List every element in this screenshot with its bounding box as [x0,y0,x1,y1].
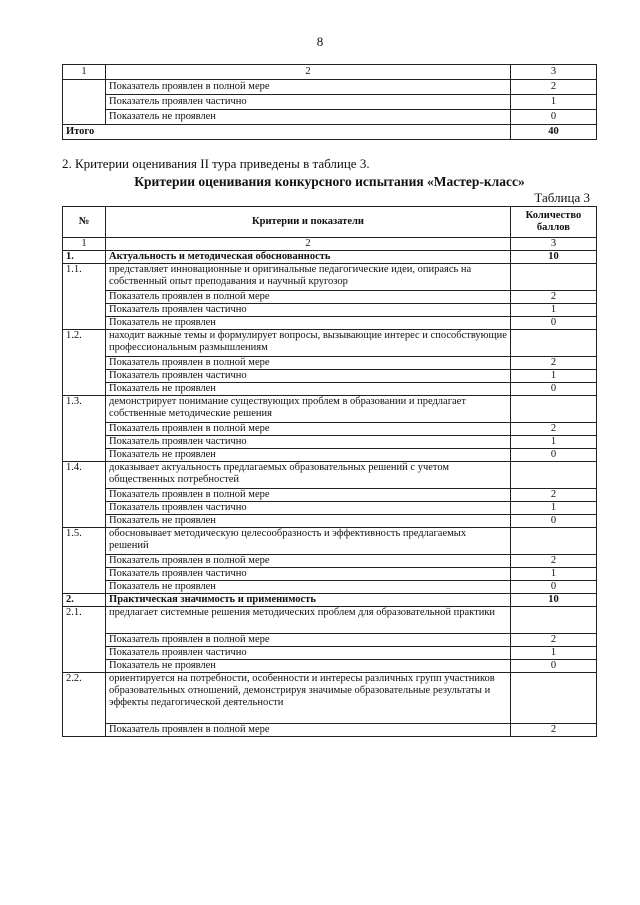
criterion-score-empty [510,462,596,489]
table-column-numbers-row [63,238,597,251]
indicator-label: Показатель проявлен частично [106,95,511,110]
indicator-score: 0 [510,660,596,673]
criterion-number: 1.1. [63,264,106,330]
indicator-row [63,568,597,581]
indicator-label: Показатель проявлен частично [106,568,511,581]
indicator-label: Показатель не проявлен [106,383,511,396]
indicator-label: Показатель проявлен в полной мере [106,489,511,502]
section-row [63,594,597,607]
section-score: 10 [510,594,596,607]
indicator-score: 1 [510,370,596,383]
header-score: Количество баллов [510,207,596,238]
indicator-label: Показатель проявлен частично [106,436,511,449]
indicator-label: Показатель не проявлен [106,110,511,125]
table-cell: 1 [63,65,106,80]
criterion-score-empty [510,264,596,291]
table-column-numbers-row [63,65,597,80]
indicator-row [63,660,597,673]
criterion-row [63,264,597,291]
criterion-text: представляет инновационные и оригинальные педагогические идеи, опираясь на собственный опыт преподавания и научный кругозор [106,264,511,291]
header-criteria: Критерии и показатели [106,207,511,238]
indicator-label: Показатель проявлен в полной мере [106,423,511,436]
indicator-score: 1 [510,304,596,317]
section-number: 1. [63,251,106,264]
total-row [63,125,597,140]
criterion-score-empty [510,673,596,724]
total-label: Итого [63,125,511,140]
indicator-label: Показатель не проявлен [106,317,511,330]
indicator-label: Показатель проявлен частично [106,304,511,317]
indicator-row [63,724,597,737]
indicator-row [63,502,597,515]
criterion-score-empty [510,396,596,423]
criterion-row [63,396,597,423]
indicator-row [63,515,597,528]
criterion-text: ориентируется на потребности, особенности и интересы различных групп участников образовательных отношений, демонстрируя значимые образовательные результаты и эффекты педагогической деятельности [106,673,511,724]
intro-text: 2. Критерии оценивания II тура приведены в таблице 3. [62,156,370,171]
criterion-score-empty [510,330,596,357]
indicator-label: Показатель не проявлен [106,660,511,673]
indicator-row [63,304,597,317]
page-number: 8 [316,34,324,49]
indicator-row [63,449,597,462]
top-score-table [62,64,597,140]
criterion-number: 2.2. [63,673,106,737]
indicator-score: 1 [510,95,596,110]
section-score: 10 [510,251,596,264]
criterion-text: обосновывает методическую целесообразность и эффективность предлагаемых решений [106,528,511,555]
indicator-score: 1 [510,568,596,581]
indicator-row [63,383,597,396]
indicator-score: 0 [510,449,596,462]
table-caption: Критерии оценивания конкурсного испытания «Мастер-класс» [134,174,525,189]
criterion-text: находит важные темы и формулирует вопросы, вызывающие интерес и способствующие профессиональным размышлениям [106,330,511,357]
indicator-label: Показатель проявлен в полной мере [106,80,511,95]
indicator-label: Показатель проявлен в полной мере [106,634,511,647]
criterion-text: доказывает актуальность предлагаемых образовательных решений с учетом общественных потребностей [106,462,511,489]
criterion-text: предлагает системные решения методических проблем для образовательной практики [106,607,511,634]
section-number: 2. [63,594,106,607]
criterion-row [63,330,597,357]
criterion-row [63,462,597,489]
criterion-row [63,673,597,724]
indicator-score: 2 [510,357,596,370]
indicator-row [63,291,597,304]
indicator-label: Показатель проявлен частично [106,502,511,515]
indicator-row [63,581,597,594]
indicator-label: Показатель не проявлен [106,449,511,462]
indicator-row [63,647,597,660]
indicator-row [63,317,597,330]
table-label: Таблица 3 [534,190,590,205]
criterion-number: 1.3. [63,396,106,462]
indicator-row [63,357,597,370]
indicator-score: 0 [510,317,596,330]
table-cell: 2 [106,238,511,251]
criterion-text: демонстрирует понимание существующих проблем в образовании и предлагает собственные методические решения [106,396,511,423]
indicator-score: 1 [510,647,596,660]
section-title: Практическая значимость и применимость [106,594,511,607]
indicator-label: Показатель проявлен в полной мере [106,357,511,370]
criterion-number: 2.1. [63,607,106,673]
indicator-label: Показатель не проявлен [106,581,511,594]
indicator-row [63,370,597,383]
indicator-score: 2 [510,634,596,647]
table-row [63,110,597,125]
indicator-score: 1 [510,436,596,449]
indicator-label: Показатель проявлен в полной мере [106,291,511,304]
indicator-score: 2 [510,724,596,737]
section-row [63,251,597,264]
indicator-row [63,436,597,449]
table-cell: 3 [510,238,596,251]
indicator-score: 2 [510,555,596,568]
indicator-score: 2 [510,80,596,95]
table-cell: 1 [63,238,106,251]
table-cell [63,80,106,125]
criterion-row [63,607,597,634]
indicator-score: 0 [510,110,596,125]
table-cell: 3 [510,65,596,80]
indicator-label: Показатель проявлен частично [106,647,511,660]
criterion-score-empty [510,607,596,634]
indicator-score: 0 [510,581,596,594]
criteria-table [62,206,597,737]
table-header-row [63,207,597,238]
indicator-label: Показатель проявлен в полной мере [106,555,511,568]
criterion-number: 1.5. [63,528,106,594]
header-num: № [63,207,106,238]
criterion-number: 1.4. [63,462,106,528]
indicator-score: 2 [510,423,596,436]
indicator-score: 2 [510,489,596,502]
indicator-label: Показатель проявлен в полной мере [106,724,511,737]
indicator-row [63,555,597,568]
indicator-row [63,489,597,502]
indicator-label: Показатель не проявлен [106,515,511,528]
total-value: 40 [510,125,596,140]
indicator-label: Показатель проявлен частично [106,370,511,383]
indicator-row [63,634,597,647]
indicator-score: 2 [510,291,596,304]
section-title: Актуальность и методическая обоснованность [106,251,511,264]
criterion-row [63,528,597,555]
indicator-row [63,423,597,436]
indicator-score: 0 [510,515,596,528]
table-cell: 2 [106,65,511,80]
indicator-score: 0 [510,383,596,396]
criterion-score-empty [510,528,596,555]
table-row [63,80,597,95]
criterion-number: 1.2. [63,330,106,396]
indicator-score: 1 [510,502,596,515]
table-row [63,95,597,110]
